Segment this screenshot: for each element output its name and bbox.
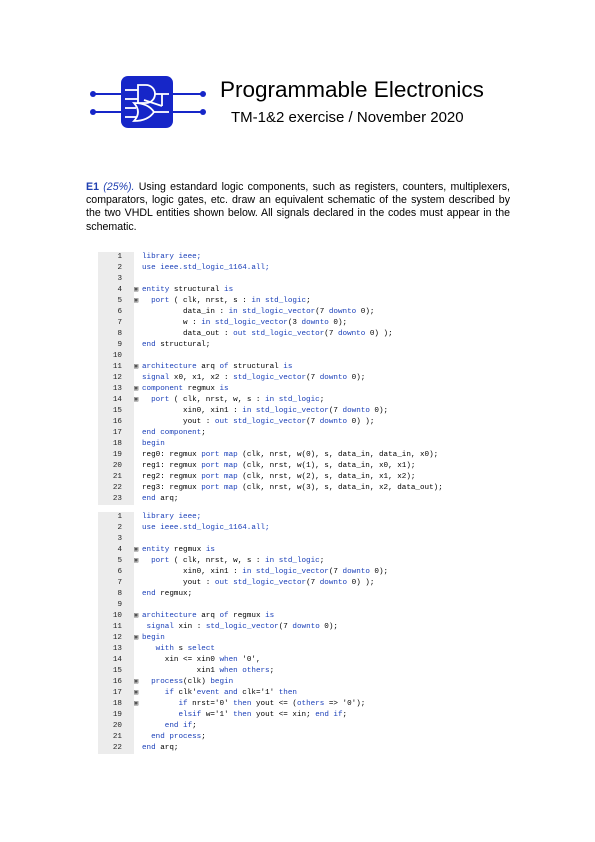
code-line	[98, 545, 506, 556]
code-line	[98, 296, 506, 307]
code-token: reg1: regmux	[142, 462, 202, 470]
code-text	[142, 362, 292, 373]
logic-gate-logo-icon	[88, 72, 208, 132]
line-number: 14	[112, 396, 122, 404]
code-keyword: select	[187, 645, 215, 653]
code-token: arq;	[160, 744, 179, 752]
code-text	[142, 263, 270, 274]
code-line	[98, 556, 506, 567]
code-line	[98, 512, 506, 523]
line-number: 20	[112, 722, 122, 730]
code-keyword: then	[233, 711, 256, 719]
exercise-label: E1	[86, 181, 99, 193]
code-keyword: std_logic_vector	[205, 623, 279, 631]
line-number: 8	[117, 590, 122, 598]
code-token: 0);	[369, 407, 389, 415]
code-token: (7	[306, 374, 320, 382]
code-line	[98, 600, 506, 611]
line-number: 13	[112, 645, 122, 653]
code-token: 0);	[356, 308, 375, 316]
code-text	[142, 373, 365, 384]
code-keyword: in std_logic	[265, 396, 320, 404]
code-token: ;	[192, 722, 197, 730]
code-token: 0) );	[347, 579, 375, 587]
code-keyword: port map	[201, 473, 243, 481]
code-line	[98, 589, 506, 600]
code-text	[142, 732, 206, 743]
code-token: (7	[328, 407, 343, 415]
line-number: 6	[117, 568, 122, 576]
code-keyword: then	[233, 700, 256, 708]
code-token: (7	[315, 308, 329, 316]
code-keyword: out std_logic_vector	[214, 418, 307, 426]
line-number: 3	[117, 275, 122, 283]
vhdl-code-structural	[98, 252, 506, 505]
code-keyword: when others	[219, 667, 270, 675]
code-line	[98, 633, 506, 644]
code-keyword: signal	[142, 623, 179, 631]
line-number: 10	[112, 352, 122, 360]
line-number: 18	[112, 700, 122, 708]
code-keyword: downto	[319, 374, 348, 382]
code-line	[98, 622, 506, 633]
code-text	[142, 677, 233, 688]
fold-marker-icon[interactable]: ▣	[134, 557, 139, 565]
code-token: xin0, xin1 :	[142, 568, 243, 576]
code-token: (7	[306, 418, 320, 426]
code-text	[142, 688, 297, 699]
code-token: w='1'	[205, 711, 234, 719]
code-keyword: entity	[142, 286, 174, 294]
line-number: 19	[112, 451, 122, 459]
code-keyword: if	[142, 689, 179, 697]
line-number: 7	[117, 319, 122, 327]
code-keyword: in std_logic	[265, 557, 320, 565]
code-keyword: architecture	[142, 612, 202, 620]
code-keyword: end	[142, 590, 161, 598]
code-keyword: downto	[292, 623, 320, 631]
line-number: 1	[117, 253, 122, 261]
code-line	[98, 428, 506, 439]
code-keyword: is	[205, 546, 215, 554]
code-token: ;	[201, 733, 206, 741]
code-keyword: downto	[319, 418, 348, 426]
code-keyword: end	[142, 341, 161, 349]
line-number: 5	[117, 297, 122, 305]
code-token: 0);	[319, 623, 338, 631]
code-token: ;	[319, 557, 325, 565]
line-number: 10	[112, 612, 122, 620]
code-keyword: downto	[319, 579, 348, 587]
line-number: 18	[112, 440, 122, 448]
code-text	[142, 611, 274, 622]
fold-marker-icon[interactable]: ▣	[134, 700, 139, 708]
code-text	[142, 578, 374, 589]
line-number: 8	[117, 330, 122, 338]
code-token: (3	[287, 319, 302, 327]
code-token: regmux;	[160, 590, 193, 598]
line-number: 23	[112, 495, 122, 503]
line-number: 4	[117, 546, 122, 554]
line-number: 19	[112, 711, 122, 719]
line-number: 14	[112, 656, 122, 664]
code-token: ( clk, nrst, s :	[173, 297, 252, 305]
code-token: arq	[201, 612, 220, 620]
code-text	[142, 622, 338, 633]
line-number: 2	[117, 524, 122, 532]
code-token: yout <= (	[255, 700, 297, 708]
code-token: ( clk, nrst, w, s :	[173, 557, 266, 565]
code-line	[98, 710, 506, 721]
code-line	[98, 274, 506, 285]
code-token: xin <= xin0	[142, 656, 220, 664]
code-text	[142, 395, 324, 406]
line-number: 4	[117, 286, 122, 294]
code-token: (clk, nrst, w(1), s, data_in, x0, x1);	[242, 462, 416, 470]
code-line	[98, 406, 506, 417]
code-token: arq	[201, 363, 220, 371]
code-token: x0, x1, x2 :	[173, 374, 234, 382]
fold-marker-icon[interactable]: ▣	[134, 396, 139, 404]
fold-marker-icon[interactable]: ▣	[134, 286, 139, 294]
code-token: (7	[328, 568, 343, 576]
code-text	[142, 545, 215, 556]
line-number: 11	[112, 363, 122, 371]
code-text	[142, 461, 415, 472]
code-keyword: end if	[315, 711, 343, 719]
line-number: 13	[112, 385, 122, 393]
code-keyword: is	[219, 385, 229, 393]
fold-marker-icon[interactable]: ▣	[134, 363, 139, 371]
page-header	[0, 0, 595, 150]
code-line	[98, 688, 506, 699]
code-token: w :	[142, 319, 202, 327]
code-text	[142, 483, 443, 494]
code-line	[98, 732, 506, 743]
code-token: structural	[173, 286, 225, 294]
code-keyword: of	[219, 363, 234, 371]
exercise-text: Using estandard logic components, such as registers, counters, multiplexers, comparators, logic gates, etc. draw an equivalent schematic of the system described by the two VHDL entities shown below. All signals declared in the codes must appear in the schematic.	[86, 181, 510, 233]
code-keyword: in std_logic_vector	[242, 407, 329, 415]
code-keyword: port map	[201, 462, 243, 470]
code-keyword: use ieee.std_logic_1164.all;	[142, 524, 270, 532]
code-token: (clk, nrst, w(3), s, data_in, x2, data_out);	[242, 484, 443, 492]
code-line	[98, 439, 506, 450]
code-token: (clk, nrst, w(0), s, data_in, data_in, x0);	[242, 451, 439, 459]
code-token: ( clk, nrst, w, s :	[173, 396, 266, 404]
code-keyword: process	[142, 678, 184, 686]
line-number: 1	[117, 513, 122, 521]
line-number: 15	[112, 407, 122, 415]
code-keyword: elsif	[142, 711, 206, 719]
code-line	[98, 252, 506, 263]
code-token: yout :	[142, 418, 215, 426]
code-line	[98, 263, 506, 274]
code-text	[142, 340, 210, 351]
code-text	[142, 743, 178, 754]
code-token: reg2: regmux	[142, 473, 202, 481]
code-line	[98, 666, 506, 677]
line-number: 16	[112, 678, 122, 686]
code-line	[98, 578, 506, 589]
code-token: ;	[269, 667, 275, 675]
code-token: structural;	[160, 341, 211, 349]
code-keyword: port map	[201, 484, 243, 492]
code-token: yout :	[142, 579, 215, 587]
code-keyword: library ieee;	[142, 513, 202, 521]
code-token: (clk)	[183, 678, 211, 686]
code-token: xin :	[178, 623, 206, 631]
code-text	[142, 721, 197, 732]
code-line	[98, 340, 506, 351]
code-keyword: end component	[142, 429, 202, 437]
code-keyword: port	[142, 297, 174, 305]
code-keyword: end	[142, 495, 161, 503]
vhdl-code-regmux	[98, 512, 506, 754]
line-number: 12	[112, 374, 122, 382]
line-number: 11	[112, 623, 122, 631]
line-number: 21	[112, 733, 122, 741]
code-text	[142, 318, 347, 329]
code-line	[98, 721, 506, 732]
code-text	[142, 666, 274, 677]
line-number: 6	[117, 308, 122, 316]
code-line	[98, 483, 506, 494]
code-keyword: out std_logic_vector	[214, 579, 307, 587]
fold-marker-icon[interactable]: ▣	[134, 678, 139, 686]
code-keyword: of	[219, 612, 234, 620]
code-keyword: in std_logic_vector	[242, 568, 329, 576]
code-keyword: begin	[142, 634, 165, 642]
line-number: 5	[117, 557, 122, 565]
code-line	[98, 329, 506, 340]
line-number: 3	[117, 535, 122, 543]
code-keyword: in std_logic_vector	[228, 308, 316, 316]
line-number: 16	[112, 418, 122, 426]
code-token: ;	[342, 711, 348, 719]
line-number: 22	[112, 744, 122, 752]
code-text	[142, 439, 165, 450]
code-keyword: then	[278, 689, 297, 697]
code-line	[98, 644, 506, 655]
code-line	[98, 534, 506, 545]
line-number: 7	[117, 579, 122, 587]
code-line	[98, 611, 506, 622]
line-number: 20	[112, 462, 122, 470]
code-token: nrst='0'	[192, 700, 234, 708]
code-text	[142, 252, 201, 263]
code-line	[98, 395, 506, 406]
code-keyword: downto	[337, 330, 366, 338]
code-keyword: entity	[142, 546, 174, 554]
code-line	[98, 677, 506, 688]
code-text	[142, 512, 201, 523]
code-line	[98, 285, 506, 296]
fold-marker-icon[interactable]: ▣	[134, 385, 139, 393]
code-keyword: downto	[342, 568, 370, 576]
code-token: => '0');	[328, 700, 366, 708]
code-line	[98, 567, 506, 578]
code-token: 0) );	[347, 418, 375, 426]
code-keyword: library ieee;	[142, 253, 202, 261]
code-token: reg0: regmux	[142, 451, 202, 459]
code-keyword: downto	[328, 308, 357, 316]
code-line	[98, 655, 506, 666]
code-keyword: others	[296, 700, 329, 708]
code-token: '0',	[242, 656, 261, 664]
code-text	[142, 567, 388, 578]
fold-marker-icon[interactable]: ▣	[134, 546, 139, 554]
code-keyword: when	[219, 656, 243, 664]
code-keyword: downto	[342, 407, 370, 415]
code-token: data_in :	[142, 308, 229, 316]
line-number: 21	[112, 473, 122, 481]
code-keyword: signal	[142, 374, 174, 382]
code-text	[142, 589, 192, 600]
code-token: regmux	[233, 612, 266, 620]
line-number: 17	[112, 429, 122, 437]
code-keyword: in std_logic_vector	[201, 319, 288, 327]
code-token: ;	[319, 396, 325, 404]
code-line	[98, 318, 506, 329]
code-text	[142, 655, 261, 666]
code-text	[142, 699, 365, 710]
code-line	[98, 523, 506, 534]
code-text	[142, 556, 324, 567]
code-line	[98, 450, 506, 461]
line-number: 9	[117, 341, 122, 349]
code-keyword: if	[142, 700, 193, 708]
code-text	[142, 472, 415, 483]
code-keyword: std_logic_vector	[233, 374, 307, 382]
code-token: arq;	[160, 495, 179, 503]
code-keyword: begin	[142, 440, 165, 448]
code-keyword: architecture	[142, 363, 202, 371]
code-token: ;	[201, 429, 206, 437]
code-token: regmux	[173, 546, 206, 554]
code-keyword: port	[142, 396, 174, 404]
line-number: 2	[117, 264, 122, 272]
code-text	[142, 633, 165, 644]
code-text	[142, 523, 270, 534]
code-keyword: component	[142, 385, 188, 393]
code-text	[142, 296, 311, 307]
code-keyword: downto	[301, 319, 329, 327]
code-text	[142, 329, 393, 340]
code-token: data_out :	[142, 330, 234, 338]
fold-marker-icon[interactable]: ▣	[134, 297, 139, 305]
code-token: ;	[306, 297, 311, 305]
code-token: 0);	[328, 319, 348, 327]
page-title: Programmable Electronics	[220, 77, 484, 102]
code-text	[142, 494, 178, 505]
code-keyword: event and	[196, 689, 243, 697]
code-line	[98, 384, 506, 395]
code-keyword: end if	[142, 722, 193, 730]
exercise-weight: (25%).	[103, 181, 135, 193]
code-token: yout <= xin;	[255, 711, 316, 719]
code-line	[98, 743, 506, 754]
line-number: 22	[112, 484, 122, 492]
exercise-statement	[86, 181, 510, 234]
code-token: reg3: regmux	[142, 484, 202, 492]
code-text	[142, 644, 215, 655]
code-keyword: is	[265, 612, 275, 620]
code-text	[142, 384, 229, 395]
fold-marker-icon[interactable]: ▣	[134, 689, 139, 697]
code-keyword: in std_logic	[251, 297, 307, 305]
code-token: 0);	[347, 374, 366, 382]
code-line	[98, 494, 506, 505]
line-number: 17	[112, 689, 122, 697]
line-number: 9	[117, 601, 122, 609]
code-text	[142, 307, 374, 318]
code-token: clk'	[178, 689, 197, 697]
code-text	[142, 428, 206, 439]
code-text	[142, 450, 438, 461]
code-keyword: begin	[210, 678, 234, 686]
code-keyword: port map	[201, 451, 243, 459]
code-token: (7	[324, 330, 338, 338]
code-line	[98, 472, 506, 483]
code-token: (7	[278, 623, 293, 631]
code-keyword: is	[283, 363, 293, 371]
code-text	[142, 417, 374, 428]
code-token: 0);	[369, 568, 389, 576]
code-line	[98, 373, 506, 384]
line-number: 12	[112, 634, 122, 642]
code-line	[98, 362, 506, 373]
code-token: xin1	[142, 667, 220, 675]
code-keyword: use ieee.std_logic_1164.all;	[142, 264, 270, 272]
code-text	[142, 710, 347, 721]
code-keyword: port	[142, 557, 174, 565]
fold-marker-icon[interactable]: ▣	[134, 612, 139, 620]
code-line	[98, 461, 506, 472]
code-token: structural	[233, 363, 284, 371]
fold-marker-icon[interactable]: ▣	[134, 634, 139, 642]
code-line	[98, 417, 506, 428]
code-line	[98, 307, 506, 318]
code-keyword: end process	[142, 733, 202, 741]
code-keyword: end	[142, 744, 161, 752]
code-text	[142, 406, 388, 417]
code-token: (clk, nrst, w(2), s, data_in, x1, x2);	[242, 473, 416, 481]
code-line	[98, 699, 506, 710]
code-token: (7	[306, 579, 320, 587]
code-token: regmux	[187, 385, 220, 393]
code-keyword: with	[142, 645, 179, 653]
code-text	[142, 285, 233, 296]
code-keyword: out std_logic_vector	[233, 330, 325, 338]
code-token: clk='1'	[242, 689, 279, 697]
line-number: 15	[112, 667, 122, 675]
page-subtitle: TM-1&2 exercise / November 2020	[231, 109, 464, 126]
code-token: xin0, xin1 :	[142, 407, 243, 415]
code-line	[98, 351, 506, 362]
code-keyword: is	[224, 286, 234, 294]
code-token: s	[178, 645, 188, 653]
code-token: 0) );	[365, 330, 393, 338]
